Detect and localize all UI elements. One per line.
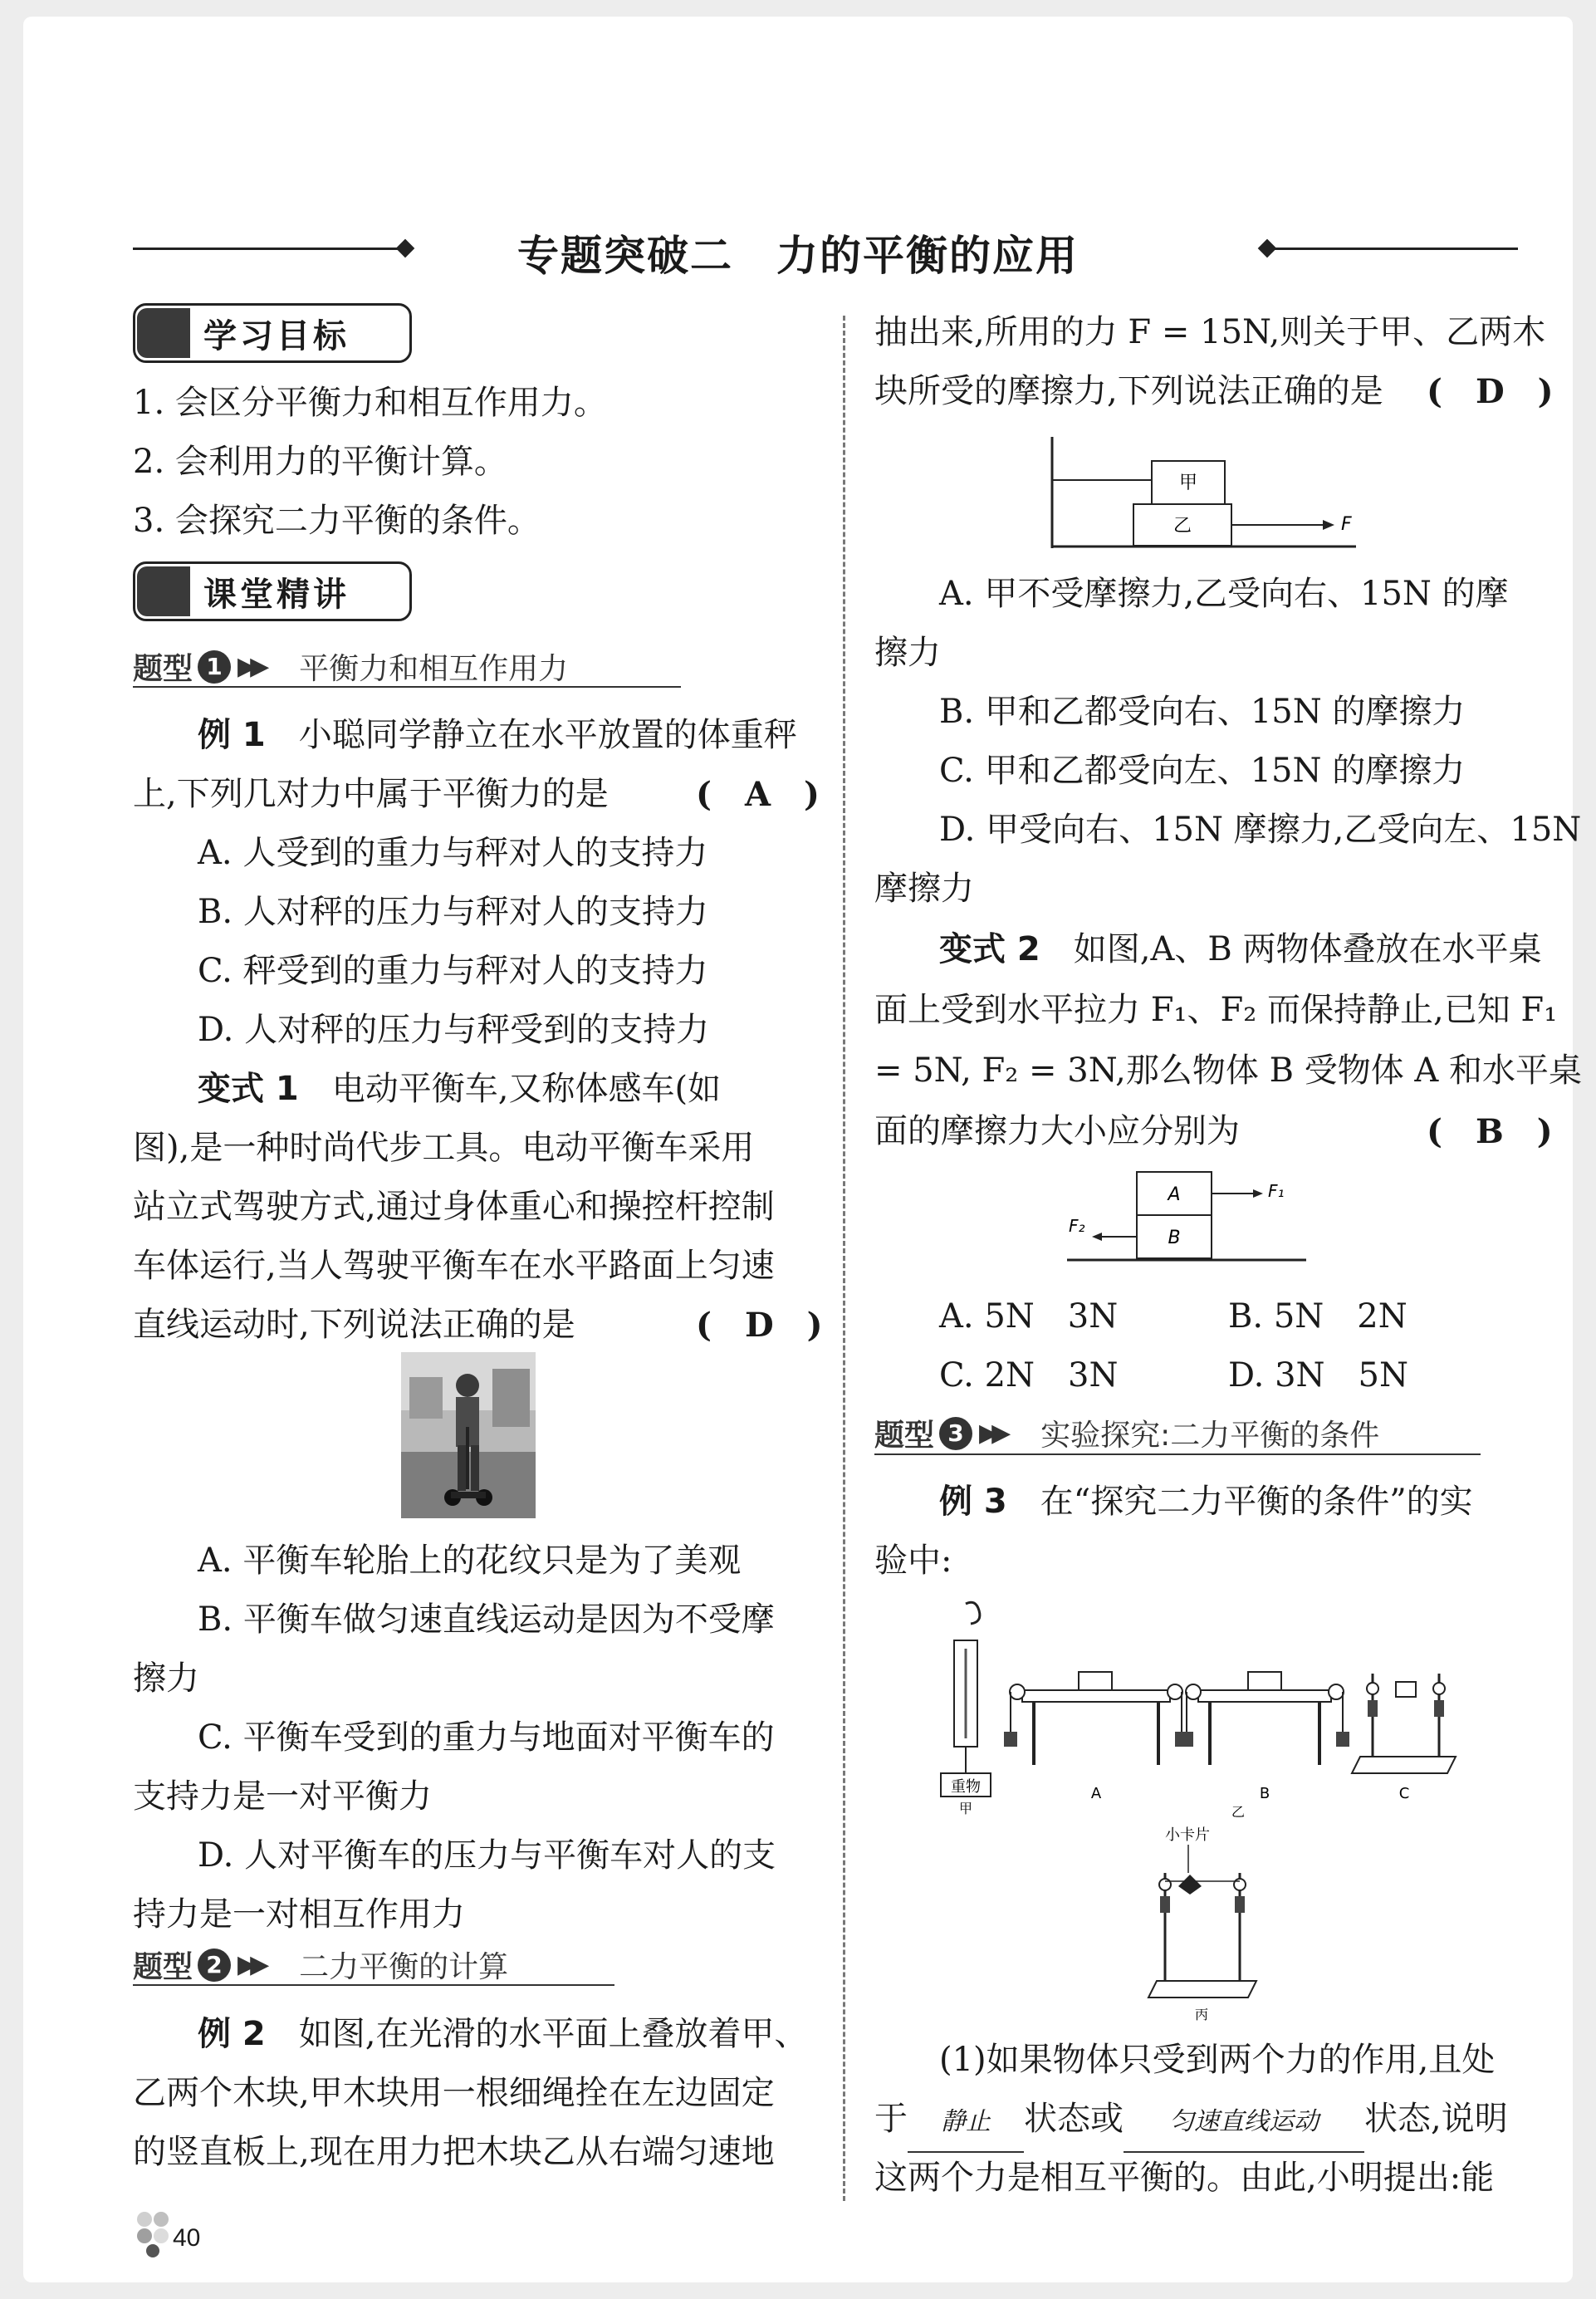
pulley-icon	[1010, 1684, 1025, 1699]
figure-label-c: C	[1398, 1785, 1410, 1802]
answer-bracket: ( B )	[1427, 1112, 1553, 1151]
type-underline	[133, 1984, 614, 1986]
option: C. 甲和乙都受向左、15N 的摩擦力	[939, 752, 1466, 790]
example-tag: 例 1	[198, 716, 266, 754]
double-arrow-icon: ▶▶	[979, 1419, 1005, 1448]
question-text: 状态或	[1024, 2100, 1124, 2138]
option: B. 甲和乙都受向右、15N 的摩擦力	[939, 693, 1466, 731]
type-number: 3	[939, 1417, 972, 1450]
figure-label-yi: 乙	[1231, 1804, 1246, 1820]
example1-line: 上,下列几对力中属于平衡力的是	[133, 775, 609, 813]
arrowhead-icon	[1323, 520, 1334, 530]
variant2-line	[939, 920, 1541, 979]
type-topic: 平衡力和相互作用力	[299, 652, 569, 686]
goal-item: 3. 会探究二力平衡的条件。	[133, 502, 541, 540]
type-topic: 实验探究:二力平衡的条件	[1040, 1419, 1380, 1453]
option: D. 人对平衡车的压力与平衡车对人的支	[198, 1836, 776, 1875]
friction-blocks-figure	[1040, 432, 1381, 556]
example2-line: 块所受的摩擦力,下列说法正确的是	[874, 372, 1383, 410]
stand-base-bing	[1148, 1981, 1256, 1998]
answer-bracket: ( A )	[696, 775, 820, 814]
example-text: 小聪同学静立在水平放置的体重秤	[298, 716, 797, 754]
variant1-line	[198, 1060, 721, 1119]
option: C. 秤受到的重力与秤对人的支持力	[198, 952, 708, 990]
section-badge-goals	[133, 303, 412, 363]
type-label: 题型	[133, 652, 193, 686]
variant-tag: 变式 1	[198, 1070, 299, 1108]
answer-value: B	[1475, 1112, 1504, 1151]
page-number: 40	[173, 2224, 201, 2252]
balance-car-photo	[401, 1352, 536, 1518]
cart-on-table-b	[1248, 1672, 1281, 1690]
weight-label: 重物	[951, 1778, 981, 1796]
option: A. 平衡车轮胎上的花纹只是为了美观	[198, 1542, 742, 1580]
variant-tag: 变式 2	[939, 930, 1040, 968]
force-label-f2: F₂	[1069, 1216, 1085, 1236]
question-type-header-2	[133, 1944, 508, 1986]
arrowhead-icon	[1092, 1233, 1102, 1241]
example-text: 在“探究二力平衡的条件”的实	[1040, 1483, 1473, 1521]
answer-blank-2: 匀速直线运动	[1124, 2092, 1364, 2153]
force-label: F	[1341, 514, 1352, 535]
question1-line: 这两个力是相互平衡的。由此,小明提出:能	[874, 2159, 1495, 2197]
option: B. 人对秤的压力与秤对人的支持力	[198, 893, 708, 931]
small-card	[1178, 1875, 1202, 1895]
example2-line: 的竖直板上,现在用力把木块乙从右端匀速地	[133, 2133, 775, 2171]
card-label: 小卡片	[1165, 1826, 1210, 1844]
question-type-header-1	[133, 645, 568, 688]
question1-line	[874, 2090, 1508, 2153]
type-number: 1	[198, 650, 231, 684]
answer-value: D	[744, 1306, 774, 1345]
block-label-a: A	[1168, 1184, 1181, 1205]
option-continued: 擦力	[874, 634, 941, 672]
type-number: 2	[198, 1949, 231, 1982]
title-rule-right	[1269, 248, 1518, 250]
question1-line: (1)如果物体只受到两个力的作用,且处	[939, 2041, 1496, 2079]
page-number-badge	[133, 2211, 176, 2261]
option: B. 5N 2N	[1228, 1297, 1408, 1336]
variant2-line: 面上受到水平拉力 F₁、F₂ 而保持静止,已知 F₁	[874, 991, 1558, 1029]
figure-label-a: A	[1090, 1785, 1102, 1802]
pulley-icon	[1168, 1684, 1182, 1699]
textbook-page	[23, 17, 1583, 2282]
example-text: 如图,在光滑的水平面上叠放着甲、	[298, 2015, 808, 2053]
option: C. 2N 3N	[939, 1356, 1119, 1395]
option-continued: 摩擦力	[874, 870, 974, 908]
example2-line: 乙两个木块,甲木块用一根细绳拴在左边固定	[133, 2074, 775, 2112]
option-continued: 支持力是一对平衡力	[133, 1777, 432, 1816]
page-title: 专题突破二 力的平衡的应用	[517, 231, 1079, 280]
pulley-icon	[1186, 1684, 1201, 1699]
example2-line	[198, 2005, 807, 2064]
experiment-apparatus-figure	[924, 1599, 1489, 2022]
variant-text: 如图,A、B 两物体叠放在水平桌	[1073, 930, 1542, 968]
table-top-b	[1198, 1690, 1331, 1702]
option: C. 平衡车受到的重力与地面对平衡车的	[198, 1718, 775, 1757]
type-underline	[133, 686, 681, 688]
goal-item: 1. 会区分平衡力和相互作用力。	[133, 384, 607, 422]
example3-line: 验中:	[874, 1542, 952, 1580]
pencil-icon	[137, 566, 190, 616]
double-arrow-icon: ▶▶	[237, 1950, 263, 1979]
block-on-table-a	[1079, 1672, 1112, 1690]
section-badge-lecture	[133, 561, 412, 621]
option: A. 甲不受摩擦力,乙受向右、15N 的摩	[939, 575, 1509, 613]
option: D. 人对秤的压力与秤受到的支持力	[198, 1011, 710, 1049]
ab-blocks-figure	[1065, 1159, 1339, 1275]
option-continued: 擦力	[133, 1659, 199, 1698]
stand-base-c	[1352, 1757, 1456, 1773]
option: A. 人受到的重力与秤对人的支持力	[198, 834, 708, 872]
type-underline	[874, 1453, 1481, 1455]
section-label-lecture: 课堂精讲	[203, 575, 350, 614]
goal-item: 2. 会利用力的平衡计算。	[133, 443, 507, 481]
table-top-a	[1022, 1690, 1170, 1702]
example3-line	[939, 1473, 1473, 1532]
option: A. 5N 3N	[939, 1297, 1119, 1336]
arrowhead-icon	[1253, 1189, 1263, 1198]
answer-blank-1: 静止	[908, 2092, 1024, 2153]
student-icon	[137, 308, 190, 358]
section-label-goals: 学习目标	[203, 316, 350, 355]
example2-line: 抽出来,所用的力 F = 15N,则关于甲、乙两木	[874, 313, 1546, 351]
block-label-jia: 甲	[1178, 473, 1198, 493]
question-type-header-3	[874, 1412, 1379, 1454]
force-label-f1: F₁	[1268, 1181, 1285, 1201]
block-label-b: B	[1168, 1228, 1181, 1248]
example1-line	[198, 706, 797, 765]
column-divider	[843, 316, 845, 2201]
example-tag: 例 3	[939, 1483, 1007, 1521]
hexagon-icon	[133, 2211, 176, 2257]
option: B. 平衡车做匀速直线运动是因为不受摩	[198, 1600, 775, 1639]
answer-value: D	[1475, 372, 1505, 411]
option: D. 甲受向右、15N 摩擦力,乙受向左、15N	[939, 811, 1582, 849]
variant1-line: 图),是一种时尚代步工具。电动平衡车采用	[133, 1129, 755, 1167]
variant2-line: = 5N, F₂ = 3N,那么物体 B 受物体 A 和水平桌	[874, 1051, 1583, 1090]
option-continued: 持力是一对相互作用力	[133, 1895, 465, 1934]
variant1-line: 直线运动时,下列说法正确的是	[133, 1306, 575, 1344]
type-label: 题型	[874, 1419, 935, 1453]
figure-label-b: B	[1259, 1785, 1270, 1802]
pulley-icon	[1329, 1684, 1344, 1699]
answer-value: A	[744, 775, 771, 814]
type-topic: 二力平衡的计算	[299, 1950, 509, 1984]
answer-bracket: ( D )	[1427, 372, 1554, 411]
variant1-line: 车体运行,当人驾驶平衡车在水平路面上匀速	[133, 1247, 775, 1285]
block-label-yi: 乙	[1173, 516, 1192, 537]
figure-label-jia: 甲	[959, 1801, 973, 1816]
figure-label-bing: 丙	[1195, 2007, 1209, 2022]
answer-bracket: ( D )	[696, 1306, 823, 1345]
double-arrow-icon: ▶▶	[237, 652, 263, 681]
example-tag: 例 2	[198, 2015, 266, 2053]
variant2-line: 面的摩擦力大小应分别为	[874, 1112, 1240, 1150]
variant-text: 电动平衡车,又称体感车(如	[331, 1070, 722, 1108]
type-label: 题型	[133, 1950, 193, 1984]
option: D. 3N 5N	[1228, 1356, 1408, 1395]
question-text: 于	[874, 2100, 908, 2138]
question-text: 状态,说明	[1364, 2100, 1508, 2138]
variant1-line: 站立式驾驶方式,通过身体重心和操控杆控制	[133, 1188, 775, 1226]
hook-icon	[966, 1602, 980, 1624]
